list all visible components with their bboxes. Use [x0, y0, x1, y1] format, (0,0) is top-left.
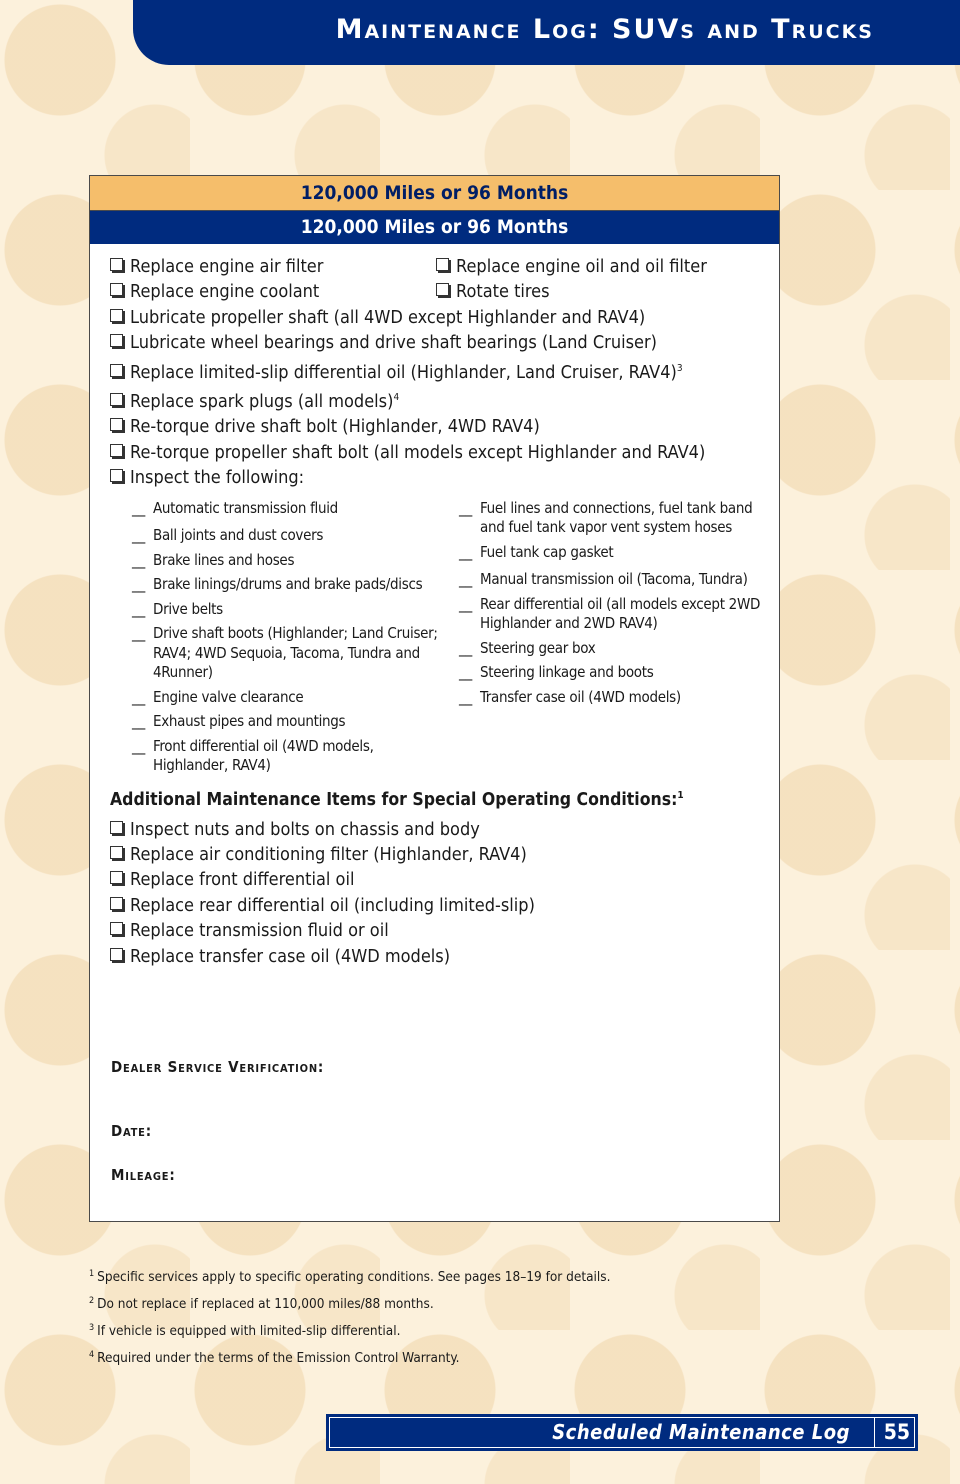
footer-title: Scheduled Maintenance Log [552, 1420, 850, 1444]
footnote: $^3$ If vehicle is equipped with limited-slip differential. [89, 1323, 401, 1339]
checkbox-icon[interactable] [110, 309, 123, 322]
inspection-item: __ Steering linkage and boots [459, 663, 759, 683]
interval-band-main: 120,000 Miles or 96 Months [90, 211, 779, 244]
inspection-item: __ Fuel tank cap gasket [459, 543, 759, 563]
task-item: Replace limited-slip differential oil (Highlander, Land Cruiser, RAV4)$^3$ [110, 356, 759, 385]
task-item: Inspect nuts and bolts on chassis and body [110, 817, 759, 842]
task-item: Replace rear differential oil (including limited-slip) [110, 893, 759, 918]
interval-band-top: 120,000 Miles or 96 Months [90, 176, 779, 211]
checkbox-icon[interactable] [436, 258, 449, 271]
footnote: $^2$ Do not replace if replaced at 110,000 miles/88 months. [89, 1296, 434, 1312]
footnote-ref: 1 [677, 789, 684, 801]
checkbox-icon[interactable] [110, 393, 123, 406]
checkbox-icon[interactable] [110, 821, 123, 834]
date-label: Date: [111, 1122, 152, 1140]
task-row-2 [110, 279, 759, 304]
task-item: Replace spark plugs (all models)$^4$ [110, 385, 759, 414]
inspection-item: __ Manual transmission oil (Tacoma, Tundra) [459, 570, 759, 590]
task-item: Lubricate wheel bearings and drive shaft bearings (Land Cruiser) [110, 330, 759, 355]
checkbox-icon[interactable] [110, 258, 123, 271]
checkbox-icon[interactable] [110, 334, 123, 347]
mileage-label: Mileage: [111, 1166, 176, 1184]
footnote: $^1$ Specific services apply to specific operating conditions. See pages 18–19 for details. [89, 1269, 611, 1285]
task-item: Replace air conditioning filter (Highlander, RAV4) [110, 842, 759, 867]
task-item: Replace transmission fluid or oil [110, 918, 759, 943]
checkbox-icon[interactable] [110, 922, 123, 935]
inspection-item: __ Steering gear box [459, 639, 759, 659]
checkbox-icon[interactable] [110, 897, 123, 910]
task-item: Re-torque propeller shaft bolt (all models except Highlander and RAV4) [110, 440, 759, 465]
footer-bar [326, 1414, 918, 1451]
inspection-item: __ Brake lines and hoses [132, 551, 443, 571]
inspection-item: __ Engine valve clearance [132, 688, 443, 708]
dealer-verification-label: Dealer Service Verification: [111, 1058, 325, 1076]
maintenance-log-box [89, 175, 780, 1222]
task-item: Inspect the following: [110, 465, 759, 490]
checkbox-icon[interactable] [110, 283, 123, 296]
task-item: Replace front differential oil [110, 867, 759, 892]
page-title: Maintenance Log: SUVs and Trucks [335, 14, 874, 45]
checkbox-icon[interactable] [110, 444, 123, 457]
checkbox-icon[interactable] [110, 846, 123, 859]
inspection-item: __ Ball joints and dust covers [132, 526, 443, 546]
inspection-item: __ Fuel lines and connections, fuel tank band and fuel tank vapor vent system hoses [459, 499, 765, 538]
inspection-item: __ Drive belts [132, 600, 443, 620]
inspection-list [110, 499, 759, 781]
inspection-column-right [459, 499, 759, 781]
task-item: Rotate tires [436, 279, 550, 304]
footnote-ref: 3 [676, 362, 683, 374]
page-number: 55 [883, 1420, 910, 1444]
task-item: Replace engine coolant [110, 279, 436, 304]
inspection-item: __ Transfer case oil (4WD models) [459, 688, 759, 708]
checkbox-icon[interactable] [110, 948, 123, 961]
task-item: Re-torque drive shaft bolt (Highlander, 4WD RAV4) [110, 414, 759, 439]
inspection-item: __ Drive shaft boots (Highlander; Land Cruiser; RAV4; 4WD Sequoia, Tacoma, Tundra and 4Runner) [132, 624, 438, 683]
inspection-item: __ Exhaust pipes and mountings [132, 712, 443, 732]
footnote-ref: 4 [393, 392, 400, 404]
checkbox-icon[interactable] [110, 364, 123, 377]
task-row-1 [110, 254, 759, 279]
footnote: $^4$ Required under the terms of the Emission Control Warranty. [89, 1350, 460, 1366]
inspection-item: __ Automatic transmission fluid [132, 499, 443, 519]
task-item: Replace transfer case oil (4WD models) [110, 944, 759, 969]
checkbox-icon[interactable] [110, 469, 123, 482]
header-bar [133, 0, 960, 65]
checkbox-icon[interactable] [436, 283, 449, 296]
checkbox-icon[interactable] [110, 871, 123, 884]
inspection-item: __ Front differential oil (4WD models, Highlander, RAV4) [132, 737, 383, 776]
inspection-item: __ Brake linings/drums and brake pads/discs [132, 575, 453, 595]
task-item: Lubricate propeller shaft (all 4WD except Highlander and RAV4) [110, 305, 759, 330]
checkbox-icon[interactable] [110, 418, 123, 431]
inspection-column-left [132, 499, 459, 781]
footnotes [89, 1262, 610, 1370]
inspection-item: __ Rear differential oil (all models except 2WD Highlander and 2WD RAV4) [459, 595, 765, 634]
additional-items-heading: Additional Maintenance Items for Special Operating Conditions:$^1$ [110, 789, 684, 810]
task-item: Replace engine oil and oil filter [436, 254, 707, 279]
task-item: Replace engine air filter [110, 254, 436, 279]
log-content [90, 244, 779, 969]
